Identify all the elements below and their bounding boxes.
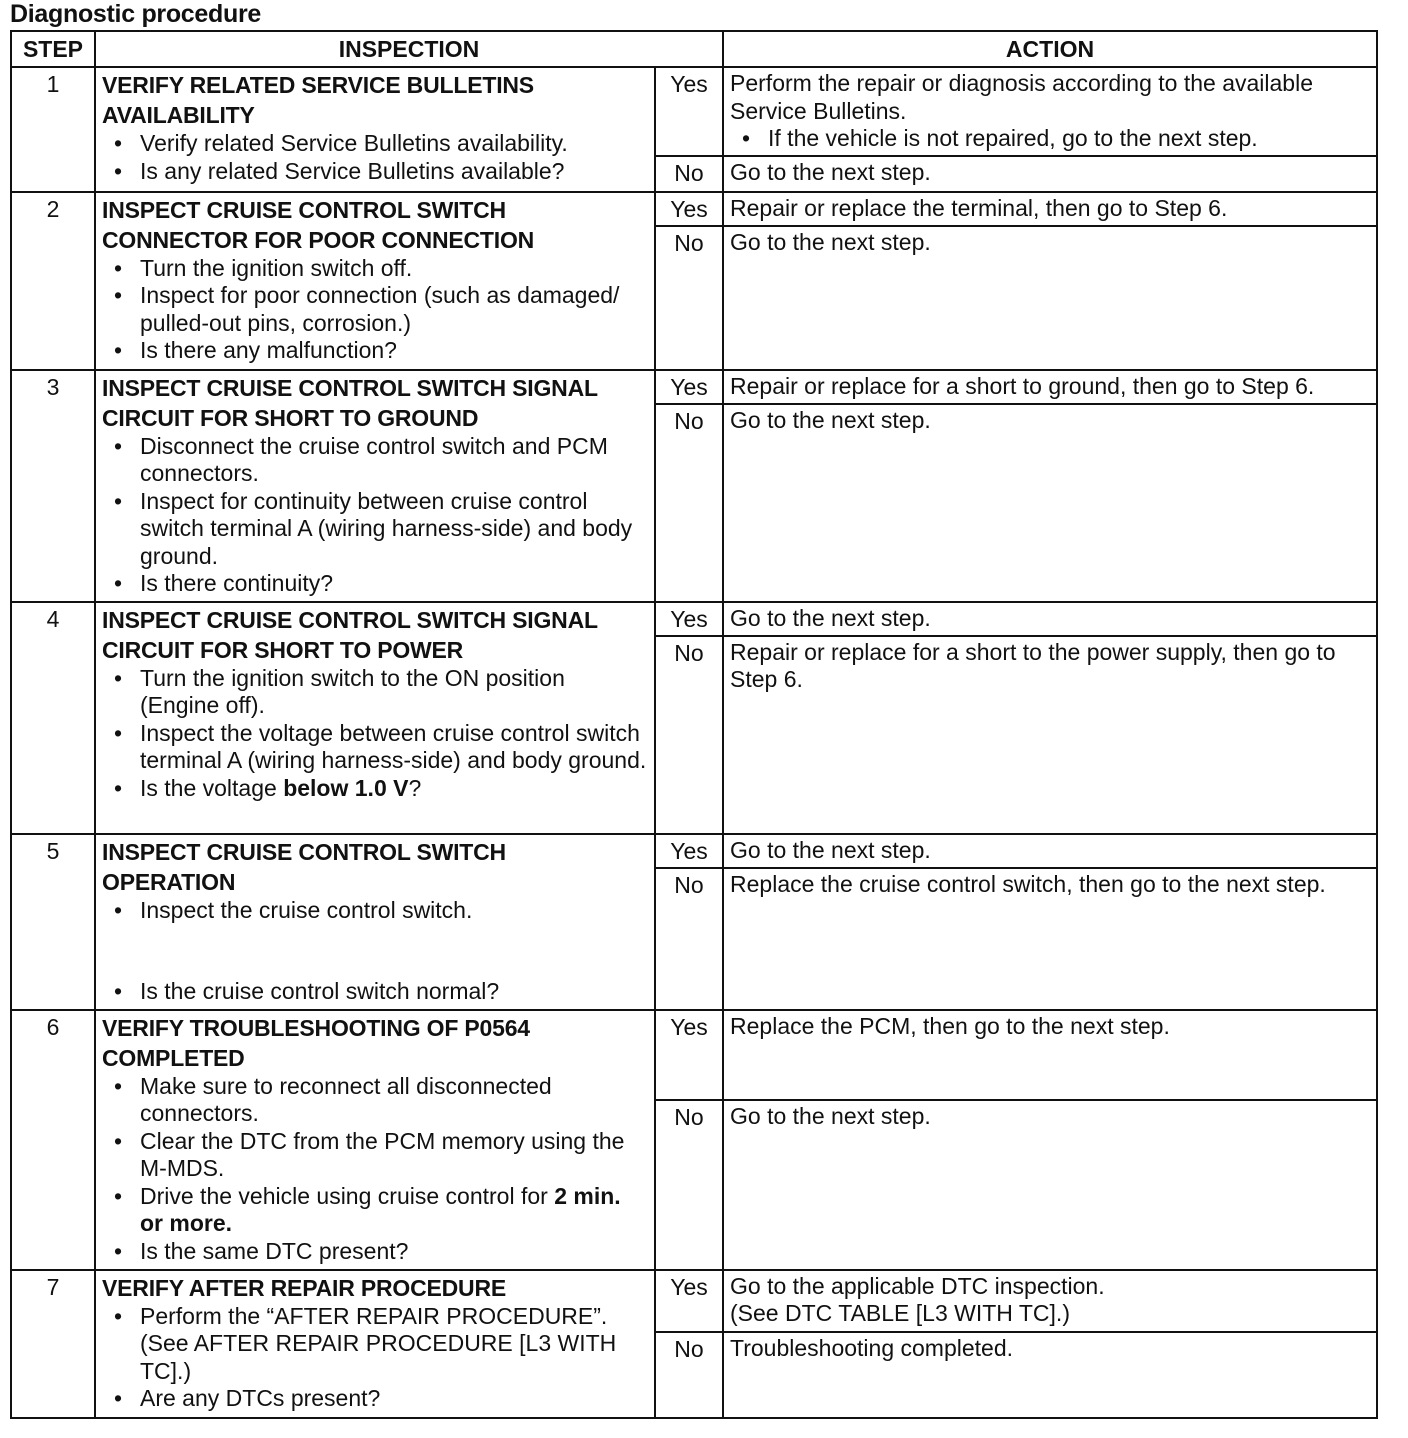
step-number: 4 xyxy=(11,602,95,834)
no-label: No xyxy=(655,226,723,370)
yes-label: Yes xyxy=(655,1010,723,1100)
action-text: Service Bulletins. xyxy=(730,97,907,124)
inspection-title: CIRCUIT FOR SHORT TO GROUND xyxy=(102,404,479,431)
no-label: No xyxy=(655,636,723,834)
inspection-title: INSPECT CRUISE CONTROL SWITCH xyxy=(102,838,506,865)
yes-label: Yes xyxy=(655,1270,723,1332)
action-text: Troubleshooting completed. xyxy=(730,1334,1014,1361)
inspection-bullet: • Turn the ignition switch to the ON position (Engine off). xyxy=(140,665,648,720)
action-text: Go to the next step. xyxy=(730,228,931,255)
yes-action xyxy=(723,1010,1377,1100)
yes-action xyxy=(723,834,1377,868)
yes-label: Yes xyxy=(655,602,723,636)
inspection-bullet: • Is the cruise control switch normal? xyxy=(140,978,648,1006)
table-row xyxy=(11,602,1377,636)
inspection-title: VERIFY AFTER REPAIR PROCEDURE xyxy=(102,1274,506,1301)
bullet-text: Drive the vehicle using cruise control for xyxy=(140,1182,555,1209)
table-row xyxy=(11,1270,1377,1332)
diagnostic-table xyxy=(10,30,1378,1419)
inspection-title: VERIFY RELATED SERVICE BULLETINS xyxy=(102,72,534,98)
inspection-cell xyxy=(95,834,655,1010)
inspection-cell xyxy=(95,192,655,370)
bullet-text: ? xyxy=(408,774,422,801)
action-text: Go to the next step. xyxy=(730,604,931,631)
step-number: 3 xyxy=(11,370,95,602)
inspection-cell xyxy=(95,1010,655,1270)
no-label: No xyxy=(655,404,723,602)
inspection-bullet: • Are any DTCs present? xyxy=(140,1385,648,1413)
header-action: ACTION xyxy=(723,31,1377,67)
bullet-text: . xyxy=(225,1210,233,1236)
no-action xyxy=(723,636,1377,834)
action-text: Go to the applicable DTC inspection. xyxy=(730,1272,1105,1299)
no-label: No xyxy=(655,156,723,192)
inspection-title: AVAILABILITY xyxy=(102,102,255,128)
inspection-bullet: • Make sure to reconnect all disconnected connectors. xyxy=(140,1073,648,1128)
table-row xyxy=(11,834,1377,868)
action-bullet: • If the vehicle is not repaired, go to the next step. xyxy=(768,125,1370,153)
action-text: Replace the cruise control switch, then go to the next step. xyxy=(730,870,1326,897)
no-action xyxy=(723,1100,1377,1270)
no-action xyxy=(723,1332,1377,1418)
inspection-title: INSPECT CRUISE CONTROL SWITCH SIGNAL xyxy=(102,606,598,633)
inspection-cell xyxy=(95,1270,655,1418)
inspection-cell xyxy=(95,602,655,834)
inspection-title: INSPECT CRUISE CONTROL SWITCH SIGNAL xyxy=(102,374,598,401)
table-row xyxy=(11,67,1377,156)
inspection-title: CONNECTOR FOR POOR CONNECTION xyxy=(102,226,535,253)
yes-label: Yes xyxy=(655,834,723,868)
inspection-bullet xyxy=(140,1183,648,1238)
inspection-bullet: • Is there any malfunction? xyxy=(140,337,648,365)
bullet-emphasis: below 1.0 V xyxy=(283,774,409,801)
action-text: Go to the next step. xyxy=(730,158,931,185)
inspection-bullet: • Is there continuity? xyxy=(140,570,648,598)
header-step: STEP xyxy=(11,31,95,67)
step-number: 7 xyxy=(11,1270,95,1418)
inspection-cell xyxy=(95,370,655,602)
inspection-cell xyxy=(95,67,655,192)
action-text: Go to the next step. xyxy=(730,406,931,433)
page-title: Diagnostic procedure xyxy=(10,0,261,28)
inspection-bullet: • Is the same DTC present? xyxy=(140,1238,648,1266)
inspection-bullet: • Is any related Service Bulletins available? xyxy=(140,158,648,186)
action-text: (See DTC TABLE [L3 WITH TC].) xyxy=(730,1300,1070,1326)
table-header-row xyxy=(11,31,1377,67)
inspection-bullet: • Disconnect the cruise control switch and PCM connectors. xyxy=(140,433,648,488)
inspection-title: INSPECT CRUISE CONTROL SWITCH xyxy=(102,196,506,223)
yes-label: Yes xyxy=(655,370,723,404)
action-text: Go to the next step. xyxy=(730,1102,931,1129)
header-inspection: INSPECTION xyxy=(95,31,723,67)
inspection-bullet: • Verify related Service Bulletins availability. xyxy=(140,130,648,158)
inspection-bullet xyxy=(140,775,648,803)
inspection-bullet: • Inspect for poor connection (such as damaged/ pulled-out pins, corrosion.) xyxy=(140,282,648,337)
inspection-bullet: • Perform the “AFTER REPAIR PROCEDURE”. (See AFTER REPAIR PROCEDURE [L3 WITH TC].) xyxy=(140,1303,648,1386)
inspection-bullet: • Inspect the voltage between cruise control switch terminal A (wiring harness-side) and body ground. xyxy=(140,720,648,775)
step-number: 1 xyxy=(11,67,95,192)
inspection-bullet: • Clear the DTC from the PCM memory using the M-MDS. xyxy=(140,1128,648,1183)
action-text: Replace the PCM, then go to the next step. xyxy=(730,1012,1170,1039)
table-row xyxy=(11,192,1377,226)
yes-action xyxy=(723,1270,1377,1332)
no-label: No xyxy=(655,1332,723,1418)
step-number: 5 xyxy=(11,834,95,1010)
table-row xyxy=(11,370,1377,404)
inspection-title: CIRCUIT FOR SHORT TO POWER xyxy=(102,636,464,663)
action-text: Repair or replace the terminal, then go to Step 6. xyxy=(730,194,1228,221)
step-number: 2 xyxy=(11,192,95,370)
no-action xyxy=(723,868,1377,1010)
inspection-title: COMPLETED xyxy=(102,1044,245,1071)
yes-action xyxy=(723,67,1377,156)
step-number: 6 xyxy=(11,1010,95,1270)
no-label: No xyxy=(655,1100,723,1270)
no-action xyxy=(723,226,1377,370)
yes-label: Yes xyxy=(655,67,723,156)
inspection-title: VERIFY TROUBLESHOOTING OF P0564 xyxy=(102,1014,530,1041)
table-row xyxy=(11,1010,1377,1100)
inspection-bullet: • Inspect for continuity between cruise control switch terminal A (wiring harness-side) and body ground. xyxy=(140,488,648,571)
no-label: No xyxy=(655,868,723,1010)
action-text: Repair or replace for a short to the power supply, then go to Step 6. xyxy=(730,638,1336,692)
bullet-emphasis: 2 min. or more xyxy=(140,1182,621,1236)
yes-action xyxy=(723,192,1377,226)
no-action xyxy=(723,404,1377,602)
yes-label: Yes xyxy=(655,192,723,226)
action-text: Repair or replace for a short to ground, then go to Step 6. xyxy=(730,372,1315,399)
inspection-bullet: • Inspect the cruise control switch. xyxy=(140,897,648,925)
yes-action xyxy=(723,370,1377,404)
no-action xyxy=(723,156,1377,192)
action-text: Perform the repair or diagnosis according to the available xyxy=(730,70,1314,96)
action-text: Go to the next step. xyxy=(730,836,931,863)
inspection-bullet: • Turn the ignition switch off. xyxy=(140,255,648,283)
yes-action xyxy=(723,602,1377,636)
blank-space xyxy=(102,924,648,978)
inspection-title: OPERATION xyxy=(102,868,236,895)
bullet-text: Is the voltage xyxy=(140,774,284,801)
